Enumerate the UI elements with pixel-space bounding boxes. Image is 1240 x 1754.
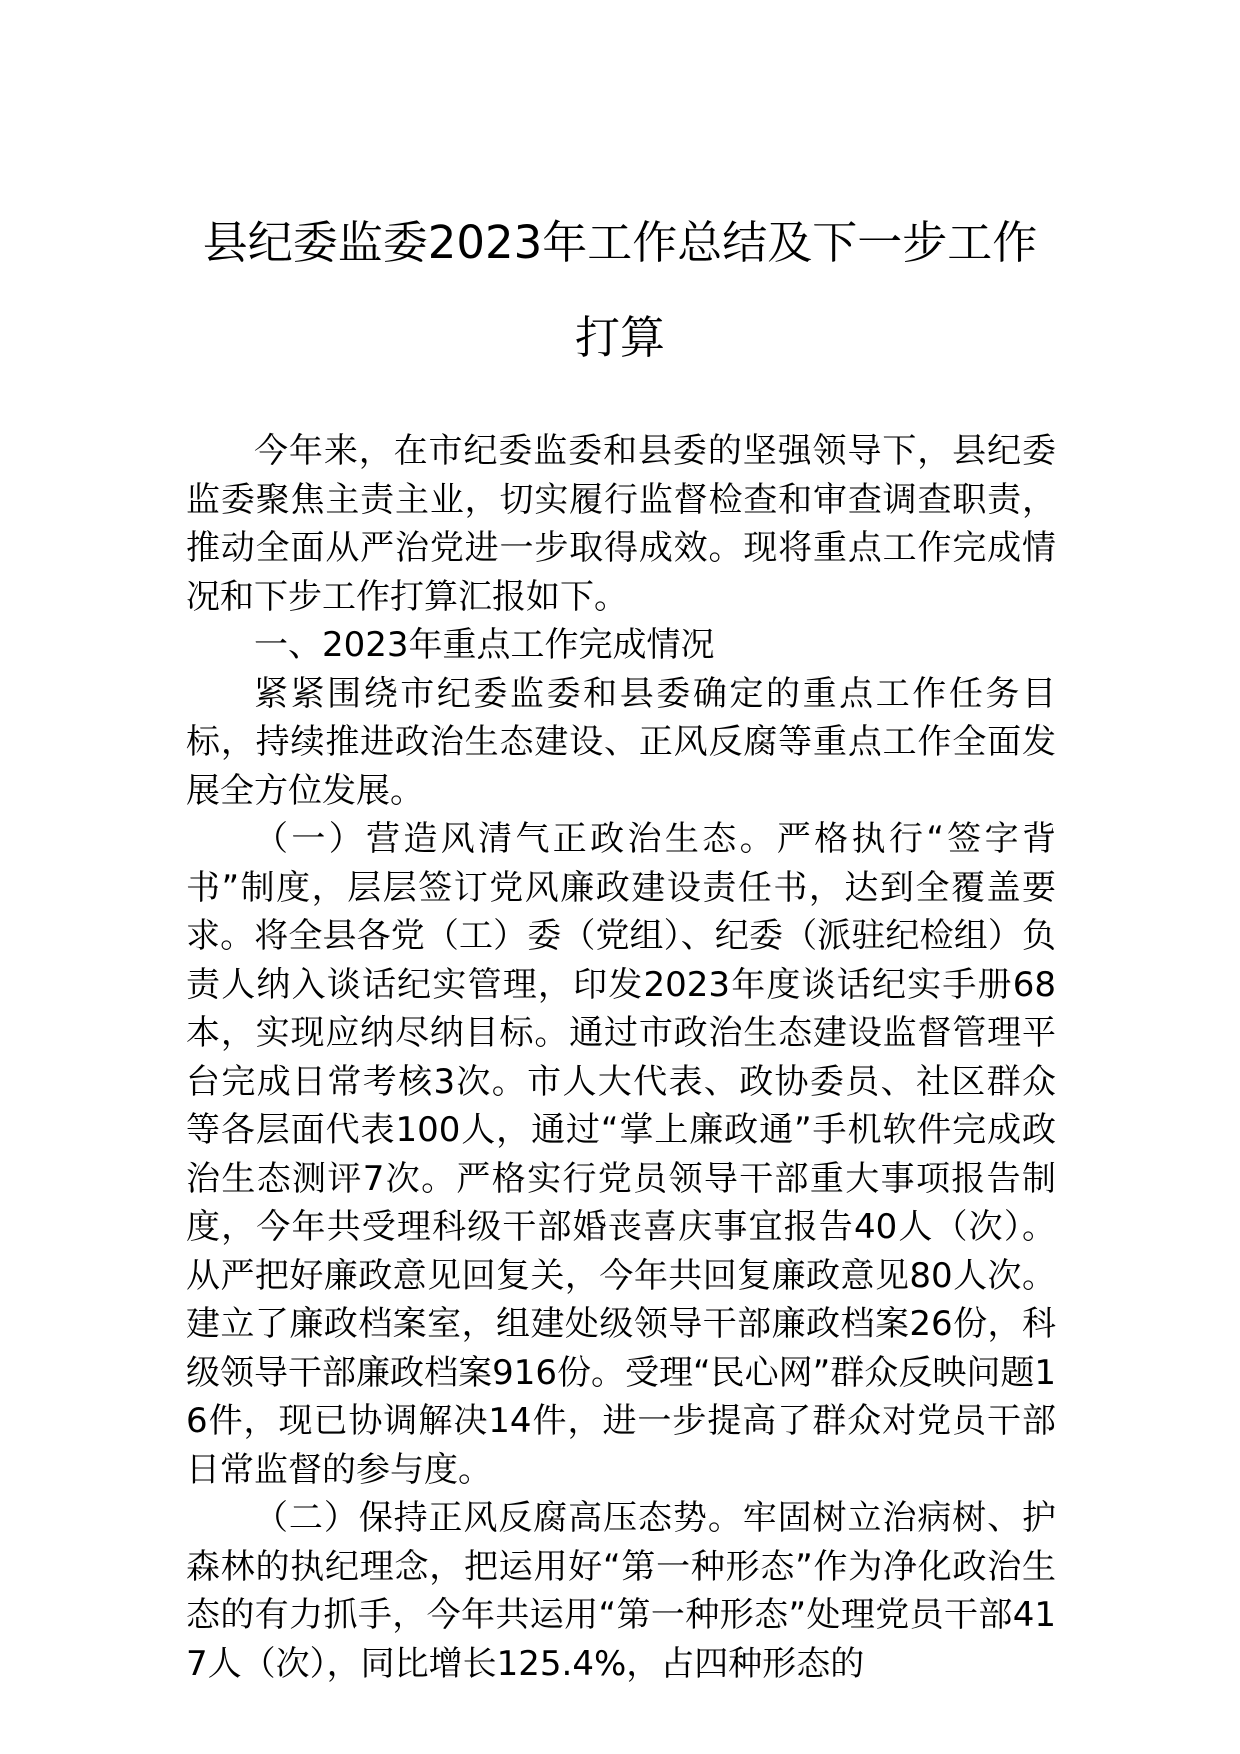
document-body	[186, 427, 1056, 1688]
section-heading-1: 一、2023年重点工作完成情况	[254, 625, 715, 665]
item-2-paragraph: （二）保持正风反腐高压态势。牢固树立治病树、护森林的执纪理念，把运用好“第一种形态”作为净化政治生态的有力抓手，今年共运用“第一种形态”处理党员干部417人（次），同比增长125.4%，占四种形态的	[186, 1498, 1056, 1684]
document-title-line-1: 县纪委监委2023年工作总结及下一步工作	[202, 216, 1038, 269]
document-title-line-2: 打算	[574, 311, 665, 364]
section-1-intro-paragraph: 紧紧围绕市纪委监委和县委确定的重点工作任务目标，持续推进政治生态建设、正风反腐等重点工作全面发展全方位发展。	[186, 673, 1056, 811]
intro-paragraph: 今年来，在市纪委监委和县委的坚强领导下，县纪委监委聚焦主责主业，切实履行监督检查和审查调查职责，推动全面从严治党进一步取得成效。现将重点工作完成情况和下步工作打算汇报如下。	[186, 431, 1056, 617]
item-1-paragraph: （一）营造风清气正政治生态。严格执行“签字背书”制度，层层签订党风廉政建设责任书，达到全覆盖要求。将全县各党（工）委（党组）、纪委（派驻纪检组）负责人纳入谈话纪实管理，印发2023年度谈话纪实手册68本，实现应纳尽纳目标。通过市政治生态建设监督管理平台完成日常考核3次。市人大代表、政协委员、社区群众等各层面代表100人，通过“掌上廉政通”手机软件完成政治生态测评7次。严格实行党员领导干部重大事项报告制度，今年共受理科级干部婚丧喜庆事宜报告40人（次）。从严把好廉政意见回复关，今年共回复廉政意见80人次。建立了廉政档案室，组建处级领导干部廉政档案26份，科级领导干部廉政档案916份。受理“民心网”群众反映问题16件，现已协调解决14件，进一步提高了群众对党员干部日常监督的参与度。	[186, 819, 1056, 1490]
